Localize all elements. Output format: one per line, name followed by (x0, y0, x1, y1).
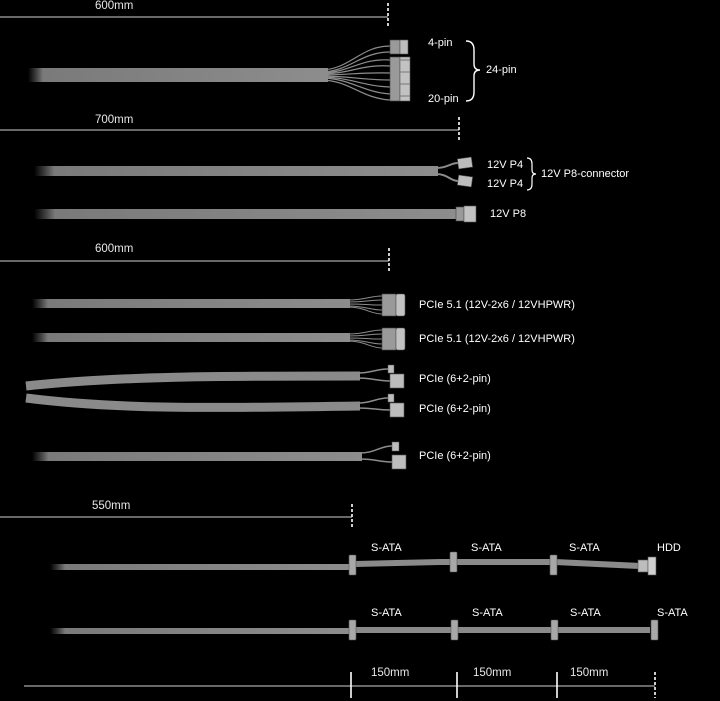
sata-row2-label-4: S-ATA (657, 607, 688, 619)
atx-length-label: 600mm (95, 0, 134, 12)
cpu-p4-label-b: 12V P4 (487, 178, 524, 190)
sata-length-label: 550mm (92, 500, 131, 512)
cpu-length-label: 700mm (95, 114, 134, 126)
sata-row1-label-2: S-ATA (471, 542, 502, 554)
dimension-line-atx (0, 3, 388, 27)
sata-row1-label-3: S-ATA (569, 542, 600, 554)
dimension-line-cpu (0, 117, 459, 141)
pcie5-label-2: PCIe 5.1 (12V-2x6 / 12VHPWR) (419, 333, 575, 345)
spacing-label-3: 150mm (570, 667, 609, 679)
dimension-line-pcie (0, 248, 389, 272)
cpu-p8-group-label: 12V P8-connector (541, 168, 630, 180)
pcie5-cable-2 (32, 328, 405, 350)
sata-row1-label-1: S-ATA (371, 542, 402, 554)
atx-24pin-label: 24-pin (486, 64, 517, 76)
dimension-line-sata (0, 504, 352, 529)
hdd-label: HDD (657, 542, 681, 554)
pcie-6plus2-cable-1 (26, 365, 404, 388)
sata-row2-label-2: S-ATA (472, 607, 503, 619)
pcie-6plus2-label-1: PCIe (6+2-pin) (419, 373, 491, 385)
sata-row2-label-1: S-ATA (371, 607, 402, 619)
pcie-6plus2-cable-3 (32, 442, 406, 469)
pcie-6plus2-cable-2 (26, 394, 404, 417)
brace-24pin (466, 41, 480, 101)
cpu-p4-cable (34, 157, 536, 190)
dimension-line-spacing (24, 672, 655, 698)
atx-20pin-label: 20-pin (428, 93, 459, 105)
sata-cable-2 (50, 620, 658, 640)
spacing-label-1: 150mm (371, 667, 410, 679)
pcie-6plus2-label-3: PCIe (6+2-pin) (419, 450, 491, 462)
pcie-length-label: 600mm (95, 243, 134, 255)
brace-p8 (527, 158, 536, 190)
cpu-p8-cable (34, 206, 476, 222)
spacing-label-2: 150mm (473, 667, 512, 679)
atx-4pin-label: 4-pin (428, 37, 453, 49)
cpu-p8-label: 12V P8 (490, 208, 527, 220)
sata-row2-label-3: S-ATA (570, 607, 601, 619)
atx-cable (28, 40, 480, 101)
cpu-p4-label-a: 12V P4 (487, 159, 524, 171)
pcie5-label-1: PCIe 5.1 (12V-2x6 / 12VHPWR) (419, 299, 575, 311)
sata-cable-1 (50, 552, 656, 575)
pcie5-cable-1 (32, 294, 405, 316)
pcie-6plus2-label-2: PCIe (6+2-pin) (419, 403, 491, 415)
